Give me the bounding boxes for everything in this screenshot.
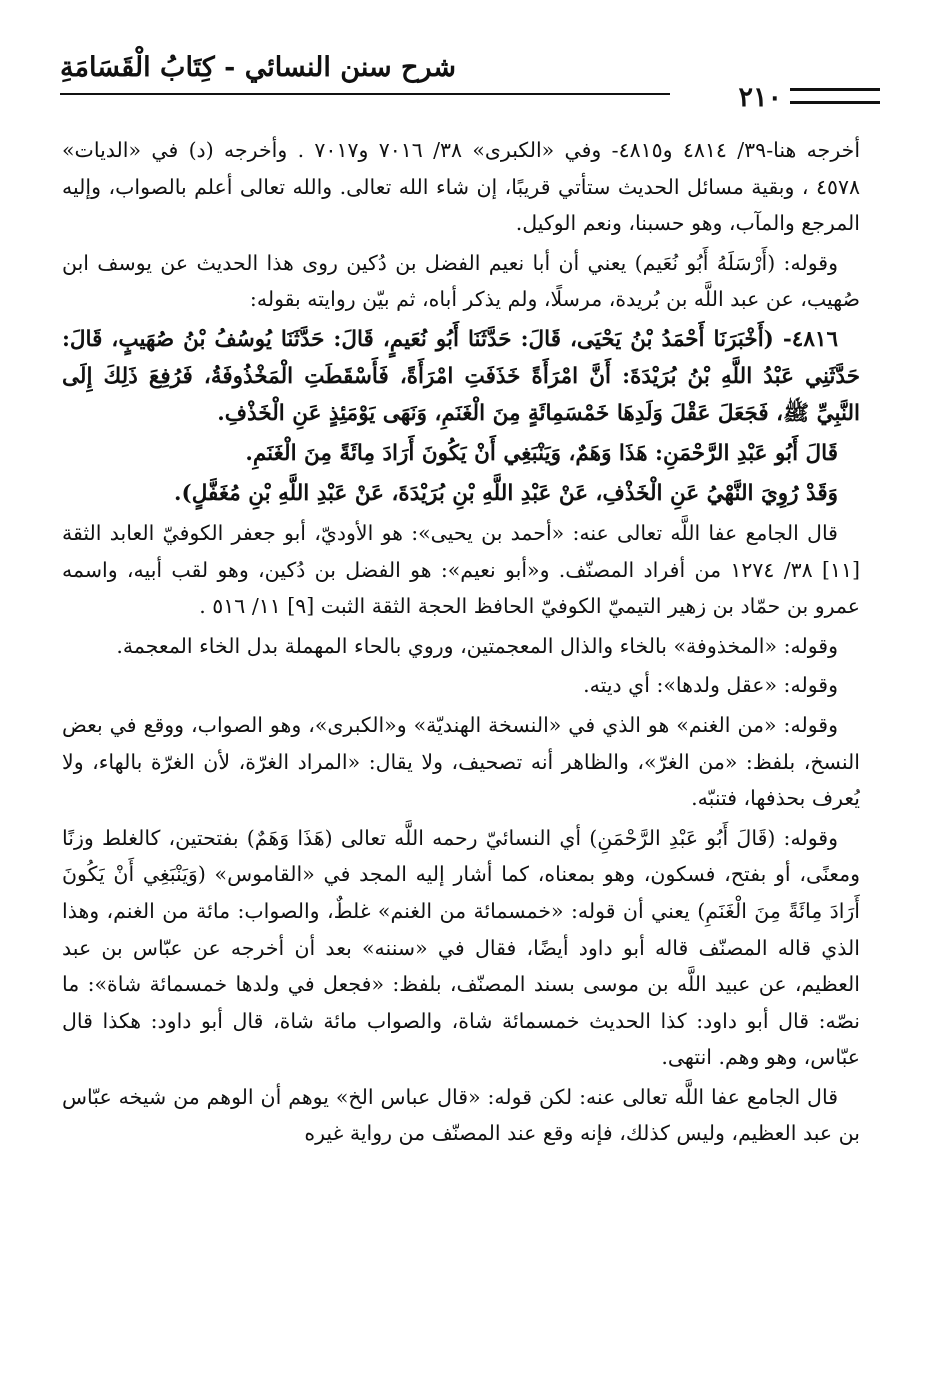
paragraph-wahm: وقوله: (قَالَ أَبُو عَبْدِ الرَّحْمَنِ) أي النسائيّ رحمه اللَّه تعالى (هَذَا وَهَمٌ) بفتحتين، كالغلط وزنًا ومعنًى، أو بفتح، فسكون، وهو بمعناه، كما أشار إليه المجد في «القاموس» (وَيَنْبَغِي أَنْ يَكُونَ أَرَادَ مِائَةً مِنَ الْغَنَمِ) يعني أن قوله: «خمسمائة من الغنم» غلطٌ، والصواب: مائة من الغنم، وهذا الذي قاله المصنّف قاله أبو داود أيضًا، فقال في «سننه» بعد أن أخرجه عن عبّاس بن عبد العظيم، عن عبيد اللَّه بن موسى بسند المصنّف، بلفظ: «فجعل في ولدها خمسمائة شاة»: ما نصّه: قال أبو داود: كذا الحديث خمسمائة شاة، والصواب مائة شاة، قال أبو داود: هكذا قال عبّاس، وهو وهم. انتهى. [62,825,860,1070]
paragraph-arsalahu: وقوله: (أَرْسَلَهُ أَبُو نُعَيم) يعني أن أبا نعيم الفضل بن دُكين روى هذا الحديث عن يوسف ابن صُهيب، عن عبد اللَّه بن بُريدة، مرسلًا، ولم يذكر أباه، ثم بيّن روايته بقوله: [62,250,860,312]
paragraph-jami-comment: قال الجامع عفا اللَّه تعالى عنه: لكن قوله: «قال عباس الخ» يوهم أن الوهم من شيخه عبّاس بن عبد العظيم، وليس كذلك، فإنه وقع عند المصنّف من رواية غيره [62,1084,860,1146]
header-rule [60,93,670,95]
paragraph-makhdhufa: وقوله: «المخذوفة» بالخاء والذال المعجمتين، وروي بالحاء المهملة بدل الخاء المعجمة. [116,633,838,658]
running-header [60,52,880,113]
header-double-rule [790,88,880,104]
hadith-nahy-narration: وَقَدْ رُوِيَ النَّهْيُ عَنِ الْخَذْفِ، عَنْ عَبْدِ اللَّهِ بْنِ بُرَيْدَةَ، عَنْ عَبْدِ اللَّهِ بْنِ مُغَفَّلٍ). [174,480,838,506]
hadith-4816-text: ٤٨١٦- (أَخْبَرَنَا أَحْمَدُ بْنُ يَحْيَى، قَالَ: حَدَّثَنَا أَبُو نُعَيمٍ، قَالَ: حَدَّثَنَا يُوسُفُ بْنُ صُهَيبٍ، قَالَ: حَدَّثَنِي عَبْدُ اللَّهِ بْنُ بُرَيْدَةَ: أَنَّ امْرَأَةً خَذَفَتِ امْرَأَةً، فَأَسْقَطَتِ الْمَخْذُوفَةُ، فَرُفِعَ ذَلِكَ إِلَى النَّبِيِّ ﷺ، فَجَعَلَ عَقْلَ وَلَدِهَا خَمْسَمِائَةٍ مِنَ الْغَنَمِ، وَنَهَى يَوْمَئِذٍ عَنِ الْخَذْفِ. [62,326,860,426]
paragraph-min-al-ghanam: وقوله: «من الغنم» هو الذي في «النسخة الهنديّة» و«الكبرى»، وهو الصواب، ووقع في بعض النسخ، بلفظ: «من الغرّ»، والظاهر أنه تصحيف، ولا يقال: «المراد الغرّة، لأن الغرّة بالهاء، ولا يُعرف بحذفها، فتنبّه. [62,712,860,811]
hadith-nasai-comment: قَالَ أَبُو عَبْدِ الرَّحْمَنِ: هَذَا وَهَمٌ، وَيَنْبَغِي أَنْ يَكُونَ أَرَادَ مِائَةً مِنَ الْغَنَمِ. [245,440,838,466]
page-body [62,132,860,1340]
page-number: ٢١٠ [738,82,782,113]
paragraph-aql-waladiha: وقوله: «عقل ولدها»: أي ديته. [583,673,838,698]
running-title: شرح سنن النسائي - كِتَابُ الْقَسَامَةِ [60,52,456,83]
paragraph-rijal: قال الجامع عفا اللَّه تعالى عنه: «أحمد بن يحيى»: هو الأوديّ، أبو جعفر الكوفيّ العابد الثقة [١١] ٣٨/ ١٢٧٤ من أفراد المصنّف. و«أبو نعيم»: هو الفضل بن دُكين، وهو لقب أبيه، واسمه عمرو بن حمّاد بن زهير التيميّ الكوفيّ الحافظ الحجة الثقة الثبت [٩] ١١/ ٥١٦ . [62,520,860,619]
paragraph-takhrij: أخرجه هنا-٣٩/ ٤٨١٤ و٤٨١٥- وفي «الكبرى» ٣٨/ ٧٠١٦ و٧٠١٧ . وأخرجه (د) في «الديات» ٤٥٧٨ ، وبقية مسائل الحديث ستأتي قريبًا، إن شاء الله تعالى. والله تعالى أعلم بالصواب، وإليه المرجع والمآب، وهو حسبنا، ونعم الوكيل. [62,138,860,236]
